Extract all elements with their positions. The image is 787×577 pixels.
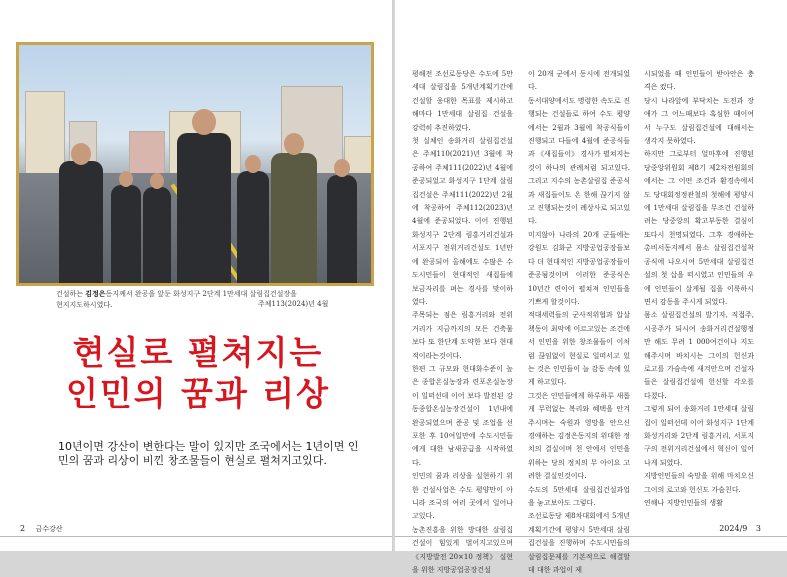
- caption-text: 건설하는: [56, 290, 86, 298]
- issue-date: 2024/9: [719, 524, 748, 533]
- article-headline: [20, 332, 376, 414]
- article-photo: [19, 45, 371, 283]
- caption-text-line2: 현지지도하시였다.: [56, 301, 113, 309]
- article-photo-frame: [16, 42, 374, 286]
- left-folio: [20, 524, 63, 534]
- page-number-left: 2: [20, 524, 26, 533]
- caption-date: 주체113(2024)년 4월: [258, 300, 329, 308]
- body-column-2: 이 20개 군에서 동시에 전개되었다. 동서대양에서도 명령한 속도로 진행되는 건설들로 하여 수도 평양에서는 2월과 3월에 착공식들이 진행되고 다들에 4월에 준공식들과 《새집들이》 경사가 펼쳐지는것이 하나의 관례처럼 되고있다. 그리고 지수의 농촌살림집 준공식과 새집들이도 온 한해 끊기지 않고 진행되는것이 례상사로 되고있다. 미지않아 나라의 20개 군들에는 강원도 김화군 지방공업공장들보다 더 현대적인 지방공업공장들이 준공됨것이며 이러한 준공식은 10년간 련이어 펼쳐져 인민들을 기쁘게 할것이다. 적대세력들의 군사적위협과 압살책동이 최악에 이르고있는 조건에서 인민을 위한 창조물들이 이처럼 끊임없이 현실로 일떠서고 있는 것은 인민들이 늘 감동 속에 있게 하고있다. 그것은 인민들에게 하루하루 새롭게 무럭없는 복리와 혜택을 안겨주시며는 숙원과 영망을 안으신 경애하는 김정은동지의 위대한 정치의 결실이며 천 안에서 인민을 위하는 당의 정치의 무 아이요 고려한 결실인것이다. 수도의 5만세대 살림집건설과업을 놓고보아도 그렇다. 조선로동당 제8차대회에서 5개년계획기간에 평양시 5만세대 살림집건설을 진행하며 수도시민들의 살림집문제를 기본적으로 해결할데 대한 과업이 제: [528, 70, 630, 575]
- headline-line-1: 현실로 펼쳐지는: [72, 333, 324, 372]
- headline-line-2: 인민의 꿈과 리상: [65, 374, 331, 413]
- footer-rule-left: [0, 536, 392, 537]
- magazine-name: 금수강산: [35, 525, 63, 533]
- caption-leader-name: 김정은: [85, 289, 106, 298]
- footer-rule-right: [395, 536, 787, 537]
- body-column-3: 시되었을 때 인민들이 받아안은 충격은 컸다. 당시 나라앞에 부닥치는 도전과 장애가 그 어느때보다 혹심한 때이여서 누구도 살림집건설에 대해서는 생각지 못하였다. 하지만 그로부터 얼마후에 진행된 당중앙위원회 제8기 제2차전원회의에서는 그 어떤 조건과 환경속에서도 당대회정정관철의 첫해에 평양시에 1만세대 살림집을 무조건 건설하려는 당중앙의 확고부동한 결심이 또다시 천명되였다. 그후 경애하는 총비서동지께서 몸소 살림집건설착공식에 나오시여 5만세대 살림집건설의 첫 삽을 떠시였고 인민들의 우에 인민들이 살게될 집을 이룩하시면서 감동을 주시게 되었다. 몸소 살림집건설의 발기자, 직접주, 시공주가 되시여 송화거리건설행정만 해도 무려 1 000여건이나 지도해주시며 바치시는 그이의 헌신과 로고를 가슴속에 새겨안으며 건설자들은 살림집건설에 헌신할 각오를 다졌다. 그렇게 되어 송화거리 1만세대 살림집이 일떠선데 이어 화성지구 1단계 화성거리와 2단계 림흥거리, 서포지구의 전위거리건설에서 혁신이 일어나게 되였다. 지방인민들의 숙망을 위해 마치오신 그이의 로고와 헌신도 가슴친다. 연해나 지방인민들의 생활: [644, 70, 754, 507]
- caption-text-continued: 동지께서 완공을 앞둔 화성지구 2단계 1만세대 살림집건설장을: [105, 290, 297, 298]
- left-page: [0, 0, 393, 551]
- body-column-1: 평해전 조선로동당은 수도에 5만세대 살림집을 5개년계획기간에 건설할 웅대한 목표를 제시하고 해마다 1만세대 살림집 건설을 강력히 추진하였다. 첫 실체인 송화거리 살림집건설은 주체110(2021)년 3월에 착공하여 주체111(2022)년 4월에 준공되었고 화성지구 1단계 살림집건설은 주체111(2022)년 2월에 착공하여 주체112(2023)년 4월에 준공되었다. 이어 진행된 화성지구 2단계 림흥거리건설과 서포지구 전위거리건설도 1년만에 완공되어 올해에도 수많은 수도시민들이 현대적인 새집들에 보금자리를 펴는 경사를 맞이하였다. 주목되는 점은 림흥거리와 전위거리가 지금까지의 모든 건축물보다 또 한단계 도약한 보다 현대적이라는것이다. 한편 그 규모와 현대화수준이 높은 종합온실농장과 련포온실농장이 일떠선데 이어 보다 발전된 강동종합온실농장건설이 1년내에 완공되였으며 준공 및 조업을 선포한 후 10여일만에 수도시민들에게 대한 남새공급을 시작하였다. 인민의 꿈과 리상을 실현하기 위한 건설사업은 수도 평양만이 아니라 조국의 여러 곳에서 일어나고있다. 농촌진흥을 위한 방대한 살림집건설이 힘있게 벌어지고있으며 《지방발전 20×10 정책》 실현을 위한 지방공업공장건설: [412, 70, 513, 575]
- right-folio: [719, 524, 761, 533]
- lead-paragraph: 10년이면 강산이 변한다는 말이 있지만 조국에서는 1년이면 인민의 꿈과 리상이 비낀 창조물들이 현실로 펼쳐지고있다.: [58, 440, 359, 467]
- page-number-right: 3: [755, 524, 761, 533]
